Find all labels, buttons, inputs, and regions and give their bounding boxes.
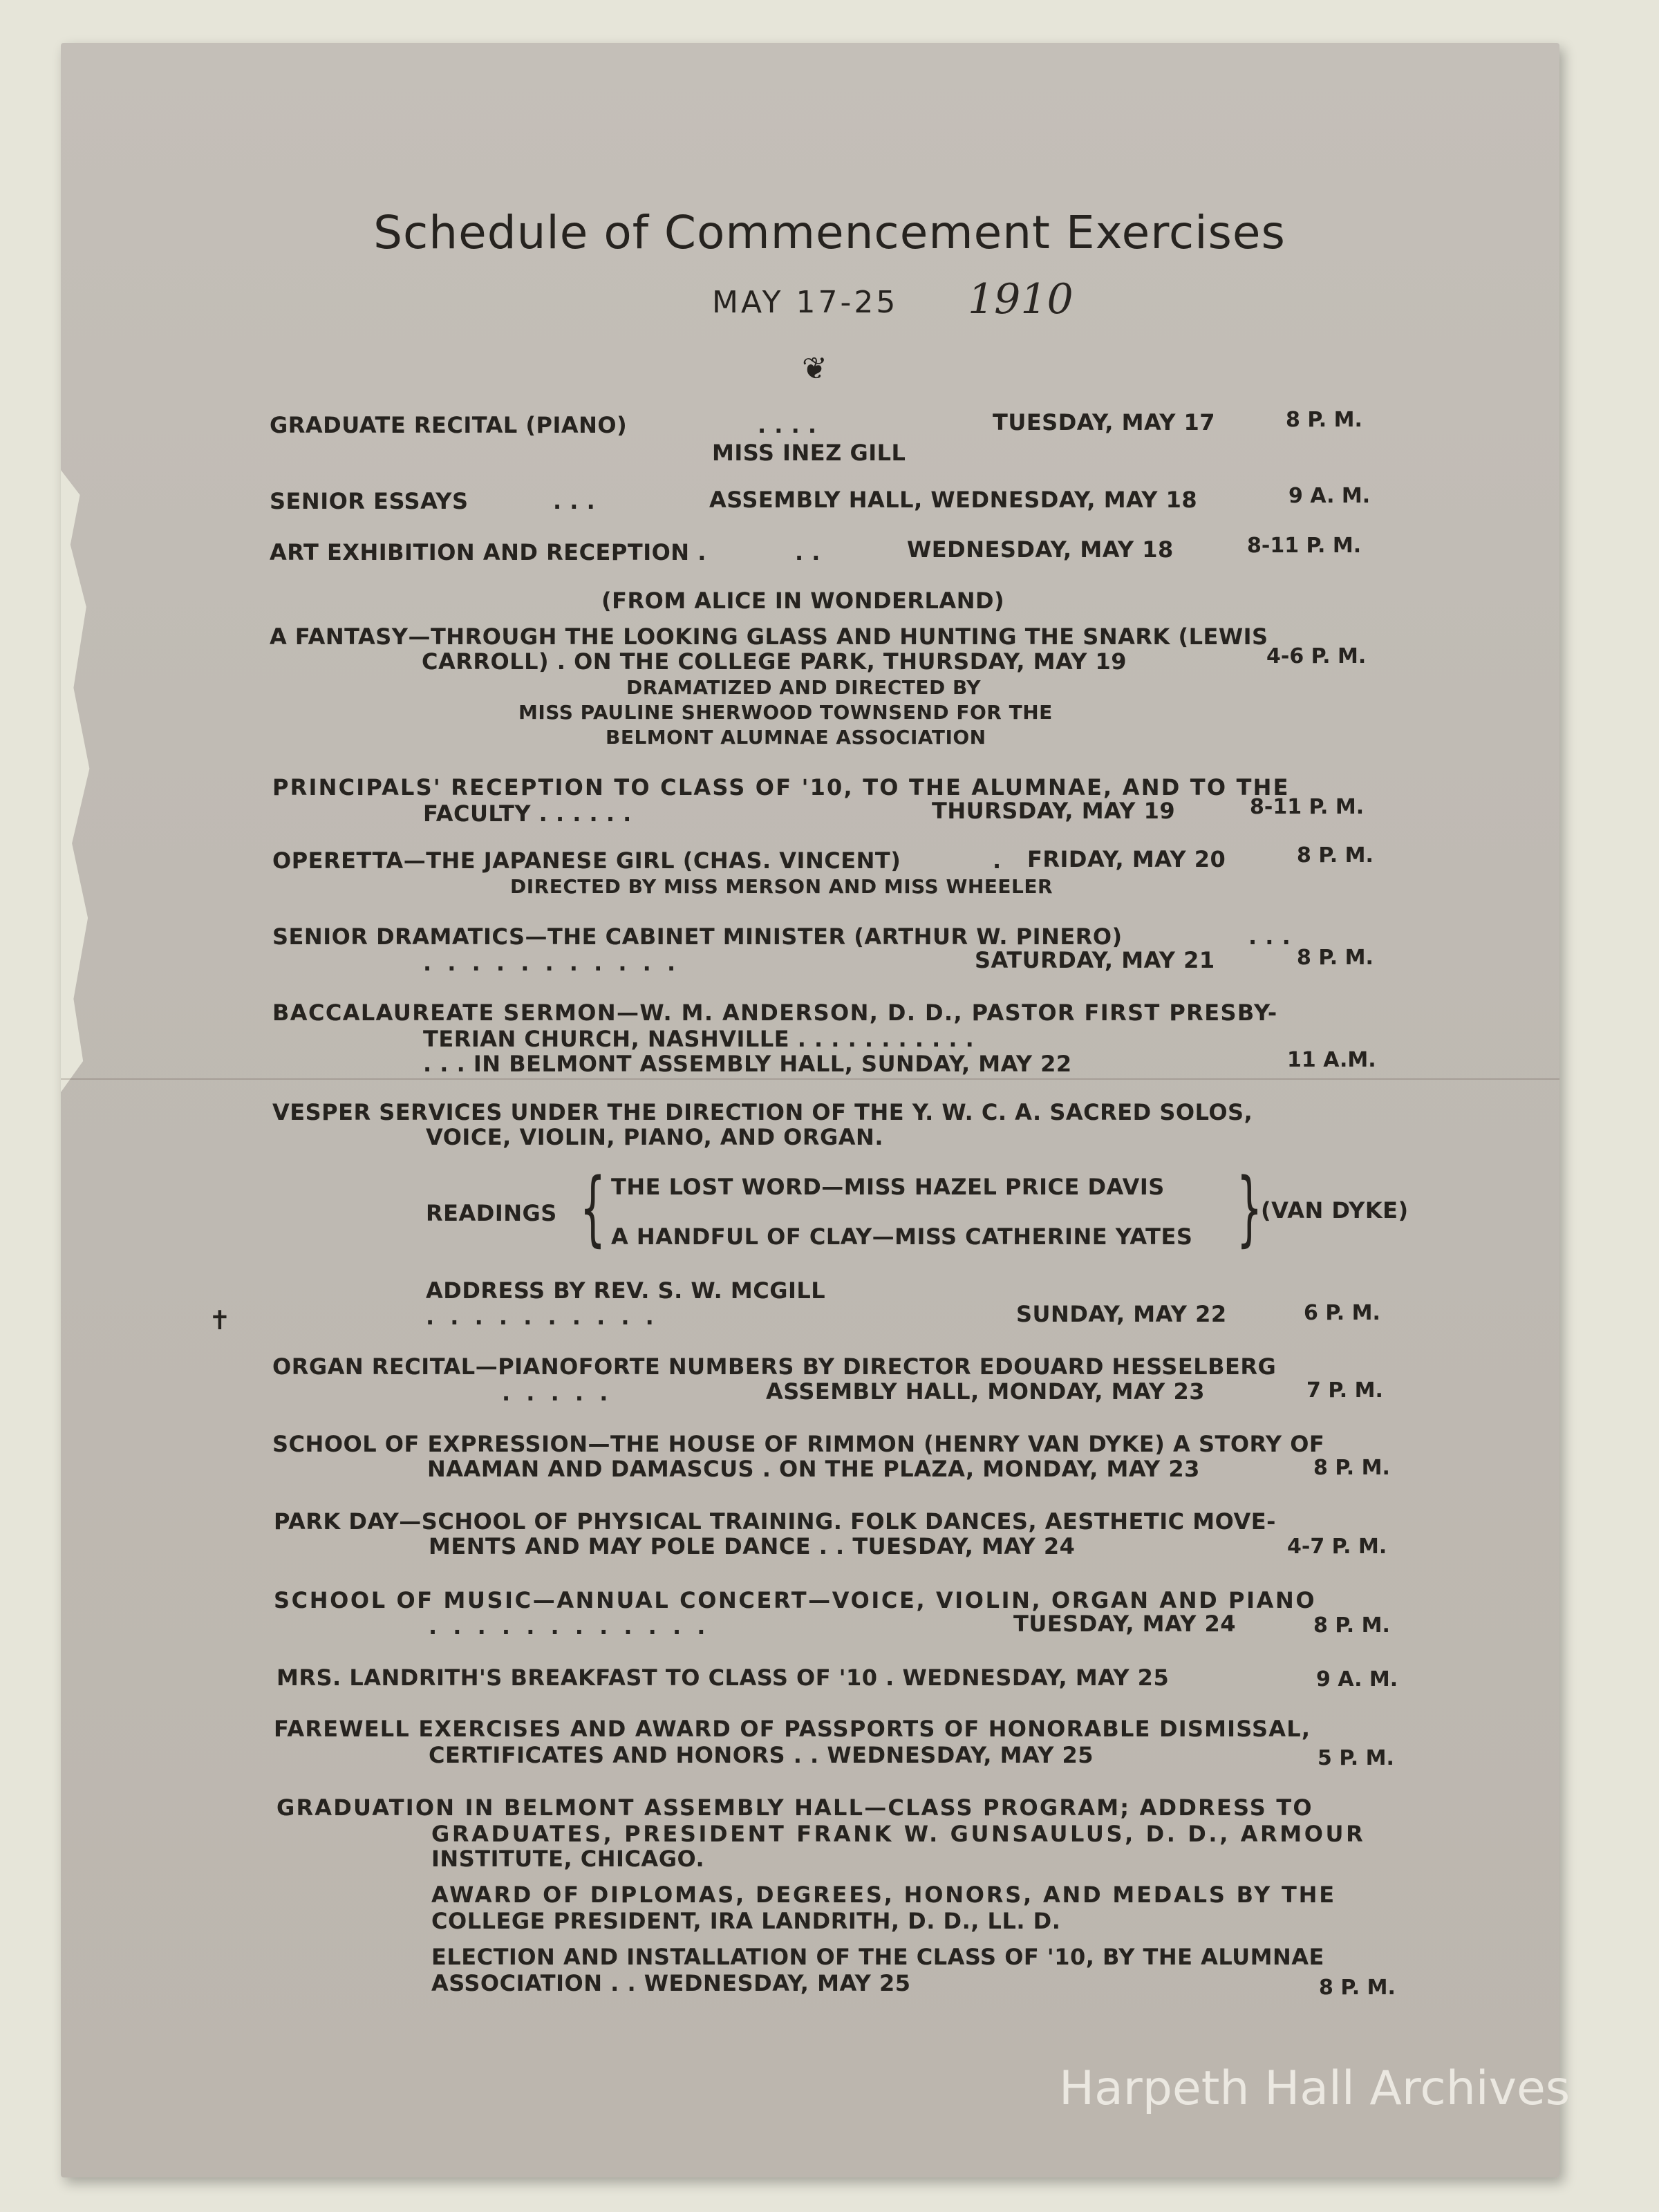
- event-title: ORGAN RECITAL—PIANOFORTE NUMBERS BY DIRECTOR EDOUARD HESSELBERG: [272, 1353, 1277, 1380]
- event-time: 6 P. M.: [1304, 1301, 1380, 1325]
- event-address: ADDRESS BY REV. S. W. MCGILL: [426, 1277, 826, 1304]
- event-time: 4-6 P. M.: [1266, 644, 1367, 668]
- event-credit: DIRECTED BY MISS MERSON AND MISS WHEELER: [510, 875, 1053, 898]
- event-time: 8 P. M.: [1313, 1456, 1390, 1480]
- event-time: 7 P. M.: [1306, 1378, 1383, 1403]
- right-brace: }: [1236, 1160, 1263, 1255]
- event-time: 8 P. M.: [1319, 1976, 1396, 2000]
- event-time: 4-7 P. M.: [1287, 1535, 1387, 1559]
- event-date: SATURDAY, MAY 21: [975, 947, 1215, 973]
- event-title: A FANTASY—THROUGH THE LOOKING GLASS AND HUNTING THE SNARK (LEWIS: [270, 624, 1268, 650]
- event-performer: MISS INEZ GILL: [712, 440, 906, 466]
- handwritten-year: 1910: [968, 275, 1074, 324]
- event-credit: BELMONT ALUMNAE ASSOCIATION: [606, 726, 986, 749]
- event-title-cont: GRADUATES, PRESIDENT FRANK W. GUNSAULUS, D. D., ARMOUR: [431, 1821, 1366, 1847]
- event-date: SUNDAY, MAY 22: [1016, 1301, 1227, 1327]
- event-time: 8 P. M.: [1297, 946, 1374, 970]
- event-title: GRADUATION IN BELMONT ASSEMBLY HALL—CLASS PROGRAM; ADDRESS TO: [276, 1794, 1313, 1821]
- event-date: TUESDAY, MAY 17: [993, 409, 1216, 435]
- event-time: 5 P. M.: [1318, 1746, 1394, 1770]
- event-title-cont: TERIAN CHURCH, NASHVILLE . . . . . . . . . . .: [423, 1026, 975, 1052]
- event-date: TUESDAY, MAY 24: [1013, 1611, 1237, 1637]
- event-title-cont: INSTITUTE, CHICAGO.: [431, 1846, 705, 1872]
- event-time: 8-11 P. M.: [1250, 795, 1365, 819]
- event-title-cont: VOICE, VIOLIN, PIANO, AND ORGAN.: [426, 1124, 883, 1150]
- event-title: ART EXHIBITION AND RECEPTION .: [270, 539, 706, 565]
- event-title-cont: MENTS AND MAY POLE DANCE . . TUESDAY, MAY 24: [429, 1533, 1076, 1559]
- event-title-cont: CARROLL) . ON THE COLLEGE PARK, THURSDAY, MAY 19: [422, 648, 1127, 675]
- event-title-cont: . . . IN BELMONT ASSEMBLY HALL, SUNDAY, MAY 22: [423, 1051, 1072, 1077]
- event-dots: . . . .: [758, 412, 817, 438]
- event-credit: MISS PAULINE SHERWOOD TOWNSEND FOR THE: [518, 701, 1053, 724]
- event-time: 8 P. M.: [1313, 1613, 1390, 1638]
- event-title-cont: NAAMAN AND DAMASCUS . ON THE PLAZA, MONDAY, MAY 23: [427, 1456, 1200, 1482]
- event-title: SCHOOL OF MUSIC—ANNUAL CONCERT—VOICE, VIOLIN, ORGAN AND PIANO: [274, 1587, 1317, 1613]
- event-dots: . . . . . . . . . . .: [423, 950, 680, 976]
- event-title: SCHOOL OF EXPRESSION—THE HOUSE OF RIMMON (HENRY VAN DYKE) A STORY OF: [272, 1431, 1325, 1457]
- event-title: SENIOR DRAMATICS—THE CABINET MINISTER (ARTHUR W. PINERO): [272, 924, 1123, 950]
- archive-watermark: Harpeth Hall Archives: [1059, 2061, 1571, 2116]
- left-brace: {: [579, 1160, 606, 1255]
- event-title: SENIOR ESSAYS: [270, 488, 469, 514]
- event-date: WEDNESDAY, MAY 18: [907, 536, 1174, 563]
- ornament-icon: ❦: [802, 351, 827, 386]
- event-title-cont: FACULTY . . . . . .: [423, 800, 632, 827]
- event-dots: . . . . .: [502, 1380, 612, 1406]
- event-time: 8-11 P. M.: [1247, 534, 1362, 558]
- event-dots: . .: [795, 539, 821, 565]
- tack-mark: ✝: [209, 1305, 231, 1335]
- page-title: Schedule of Commencement Exercises: [373, 206, 1286, 259]
- event-title: BACCALAUREATE SERMON—W. M. ANDERSON, D. D., PASTOR FIRST PRESBY-: [272, 1000, 1278, 1026]
- event-time: 8 P. M.: [1297, 843, 1374, 868]
- event-dots: . . . . . . . . . .: [426, 1304, 658, 1330]
- event-time: 11 A.M.: [1287, 1048, 1376, 1072]
- event-dots: . . . . . . . . . . . .: [429, 1613, 710, 1640]
- election-text: ELECTION AND INSTALLATION OF THE CLASS OF '10, BY THE ALUMNAE: [431, 1944, 1324, 1970]
- event-title: PARK DAY—SCHOOL OF PHYSICAL TRAINING. FOLK DANCES, AESTHETIC MOVE-: [274, 1508, 1276, 1535]
- event-title: OPERETTA—THE JAPANESE GIRL (CHAS. VINCENT): [272, 847, 901, 874]
- event-title: PRINCIPALS' RECEPTION TO CLASS OF '10, TO THE ALUMNAE, AND TO THE: [272, 774, 1290, 800]
- event-date: THURSDAY, MAY 19: [932, 798, 1176, 824]
- award-text: COLLEGE PRESIDENT, IRA LANDRITH, D. D., LL. D.: [431, 1908, 1061, 1934]
- event-date: ASSEMBLY HALL, WEDNESDAY, MAY 18: [709, 487, 1198, 513]
- event-date: FRIDAY, MAY 20: [1027, 846, 1226, 872]
- event-credit: DRAMATIZED AND DIRECTED BY: [626, 676, 982, 699]
- readings-label: READINGS: [426, 1200, 557, 1226]
- reading-item: THE LOST WORD—MISS HAZEL PRICE DAVIS: [611, 1174, 1165, 1200]
- date-range: MAY 17-25: [712, 285, 899, 320]
- event-title: FAREWELL EXERCISES AND AWARD OF PASSPORTS OF HONORABLE DISMISSAL,: [274, 1716, 1311, 1742]
- event-dots: . . .: [553, 488, 596, 514]
- event-source: (FROM ALICE IN WONDERLAND): [601, 588, 1005, 614]
- event-dots: .: [993, 847, 1002, 874]
- event-date: ASSEMBLY HALL, MONDAY, MAY 23: [766, 1378, 1206, 1405]
- reading-item: A HANDFUL OF CLAY—MISS CATHERINE YATES: [611, 1224, 1193, 1250]
- event-title: MRS. LANDRITH'S BREAKFAST TO CLASS OF '10 . WEDNESDAY, MAY 25: [276, 1665, 1170, 1691]
- event-dots: . . .: [1248, 924, 1291, 950]
- event-title-cont: CERTIFICATES AND HONORS . . WEDNESDAY, MAY 25: [429, 1742, 1094, 1768]
- event-title: GRADUATE RECITAL (PIANO): [270, 412, 628, 438]
- event-time: 9 A. M.: [1288, 484, 1371, 508]
- readings-author: (VAN DYKE): [1261, 1197, 1409, 1224]
- event-time: 9 A. M.: [1316, 1667, 1398, 1691]
- award-text: AWARD OF DIPLOMAS, DEGREES, HONORS, AND MEDALS BY THE: [431, 1882, 1336, 1908]
- election-text: ASSOCIATION . . WEDNESDAY, MAY 25: [431, 1970, 911, 1996]
- event-title: VESPER SERVICES UNDER THE DIRECTION OF THE Y. W. C. A. SACRED SOLOS,: [272, 1099, 1253, 1125]
- event-time: 8 P. M.: [1286, 408, 1362, 432]
